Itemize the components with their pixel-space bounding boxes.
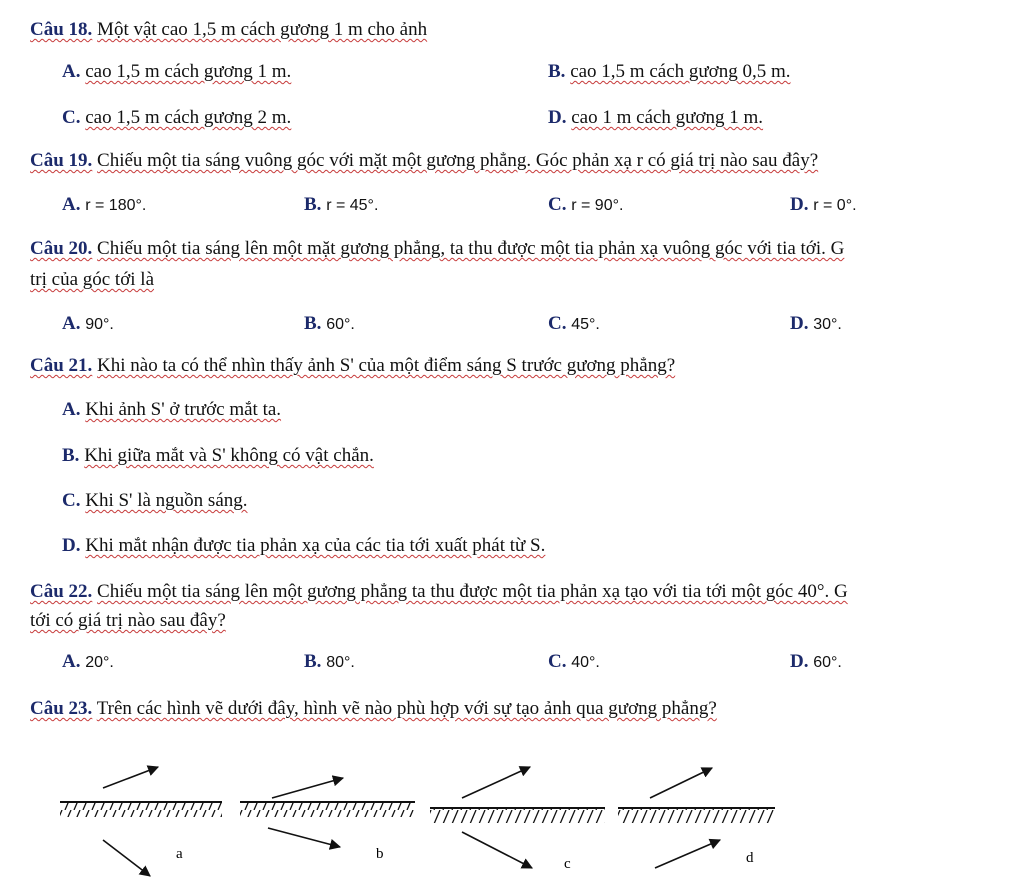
q22-option-a[interactable] (62, 650, 114, 675)
option-text: Khi ảnh S' ở trước mắt ta. (85, 399, 282, 420)
question-21 (30, 354, 675, 378)
option-text: cao 1,5 m cách gương 1 m. (85, 61, 292, 82)
option-text: cao 1,5 m cách gương 2 m. (85, 107, 292, 128)
question-20-text-2: trị của góc tới là (30, 269, 155, 290)
option-key: A. (62, 313, 81, 334)
figure-b[interactable] (240, 778, 415, 862)
figure-label-d: d (746, 850, 754, 866)
option-key: B. (304, 194, 322, 215)
option-text: cao 1 m cách gương 1 m. (571, 107, 764, 128)
figure-label-b: b (376, 846, 384, 862)
question-19 (30, 149, 818, 173)
option-text: Khi mắt nhận được tia phản xạ của các tia tới xuất phát từ S. (85, 535, 546, 556)
option-key: C. (62, 107, 81, 128)
q19-option-d[interactable] (790, 193, 857, 218)
option-key: B. (548, 61, 566, 82)
mirror-hatching (60, 803, 222, 817)
option-text: r = 90°. (571, 197, 624, 214)
ray-arrow (655, 840, 720, 868)
figure-a[interactable] (60, 767, 222, 876)
mirror-figures (0, 740, 1024, 885)
figure-d[interactable] (618, 768, 775, 868)
question-23-text: Trên các hình vẽ dưới đây, hình vẽ nào phù hợp với sự tạo ảnh qua gương phẳng? (96, 698, 717, 719)
option-key: B. (304, 651, 322, 672)
mirror-hatching (430, 809, 605, 823)
option-key: A. (62, 194, 81, 215)
q20-option-c[interactable] (548, 312, 600, 337)
option-text: 90°. (85, 316, 114, 333)
q21-option-c[interactable] (62, 489, 248, 513)
question-20-label: Câu 20. (30, 238, 93, 259)
question-20-text: Chiếu một tia sáng lên một mặt gương phẳng, ta thu được một tia phản xạ vuông góc với tia tới. G (97, 238, 845, 259)
figure-c[interactable] (430, 767, 605, 872)
question-18 (30, 18, 427, 42)
option-text: r = 45°. (326, 197, 379, 214)
q20-option-a[interactable] (62, 312, 114, 337)
mirror-hatching (240, 803, 415, 817)
option-text: 30°. (813, 316, 842, 333)
option-text: 45°. (571, 316, 600, 333)
q22-option-b[interactable] (304, 650, 355, 675)
q19-option-c[interactable] (548, 193, 623, 218)
question-22-text-2: tới có giá trị nào sau đây? (30, 610, 226, 631)
question-20-continued (30, 268, 154, 292)
question-22-label: Câu 22. (30, 581, 93, 602)
option-key: C. (62, 490, 81, 511)
question-18-text: Một vật cao 1,5 m cách gương 1 m cho ảnh (97, 19, 428, 40)
option-key: D. (790, 651, 809, 672)
question-22-text: Chiếu một tia sáng lên một gương phẳng ta thu được một tia phản xạ tạo với tia tới một góc 40°. G (97, 581, 848, 602)
option-key: C. (548, 313, 567, 334)
option-text: 40°. (571, 654, 600, 671)
option-text: 60°. (326, 316, 355, 333)
q22-option-d[interactable] (790, 650, 842, 675)
option-key: A. (62, 651, 81, 672)
q21-option-a[interactable] (62, 398, 281, 422)
option-key: D. (548, 107, 567, 128)
option-key: A. (62, 61, 81, 82)
ray-arrow (272, 778, 343, 798)
q18-option-c[interactable] (62, 106, 291, 130)
option-text: 80°. (326, 654, 355, 671)
ray-arrow (103, 767, 158, 788)
q18-option-d[interactable] (548, 106, 763, 130)
ray-arrow (650, 768, 712, 798)
option-text: Khi S' là nguồn sáng. (85, 490, 248, 511)
question-23 (30, 697, 717, 721)
figure-label-c: c (564, 856, 571, 872)
option-text: Khi giữa mắt và S' không có vật chắn. (84, 445, 374, 466)
ray-arrow (103, 840, 150, 876)
q18-option-a[interactable] (62, 60, 291, 84)
q21-option-d[interactable] (62, 534, 545, 558)
option-key: D. (790, 313, 809, 334)
q20-option-b[interactable] (304, 312, 355, 337)
q20-option-d[interactable] (790, 312, 842, 337)
option-key: B. (304, 313, 322, 334)
option-text: r = 180°. (85, 197, 147, 214)
q19-option-a[interactable] (62, 193, 146, 218)
question-22 (30, 580, 848, 604)
option-key: D. (62, 535, 81, 556)
q19-option-b[interactable] (304, 193, 378, 218)
question-21-text: Khi nào ta có thể nhìn thấy ảnh S' của một điểm sáng S trước gương phẳng? (97, 355, 676, 376)
option-text: 60°. (813, 654, 842, 671)
q21-option-b[interactable] (62, 444, 374, 468)
question-20 (30, 237, 844, 261)
q18-option-b[interactable] (548, 60, 791, 84)
option-key: C. (548, 194, 567, 215)
option-text: r = 0°. (813, 197, 857, 214)
question-19-label: Câu 19. (30, 150, 93, 171)
question-18-label: Câu 18. (30, 19, 93, 40)
question-23-label: Câu 23. (30, 698, 93, 719)
mirror-hatching (618, 809, 775, 823)
question-21-label: Câu 21. (30, 355, 93, 376)
question-19-text: Chiếu một tia sáng vuông góc với mặt một gương phẳng. Góc phản xạ r có giá trị nào sau đây? (97, 150, 819, 171)
option-key: B. (62, 445, 80, 466)
question-22-continued (30, 609, 226, 633)
option-text: cao 1,5 m cách gương 0,5 m. (570, 61, 791, 82)
option-text: 20°. (85, 654, 114, 671)
ray-arrow (268, 828, 340, 847)
q22-option-c[interactable] (548, 650, 600, 675)
option-key: C. (548, 651, 567, 672)
option-key: D. (790, 194, 809, 215)
option-key: A. (62, 399, 81, 420)
figure-label-a: a (176, 846, 183, 862)
ray-arrow (462, 832, 532, 868)
ray-arrow (462, 767, 530, 798)
